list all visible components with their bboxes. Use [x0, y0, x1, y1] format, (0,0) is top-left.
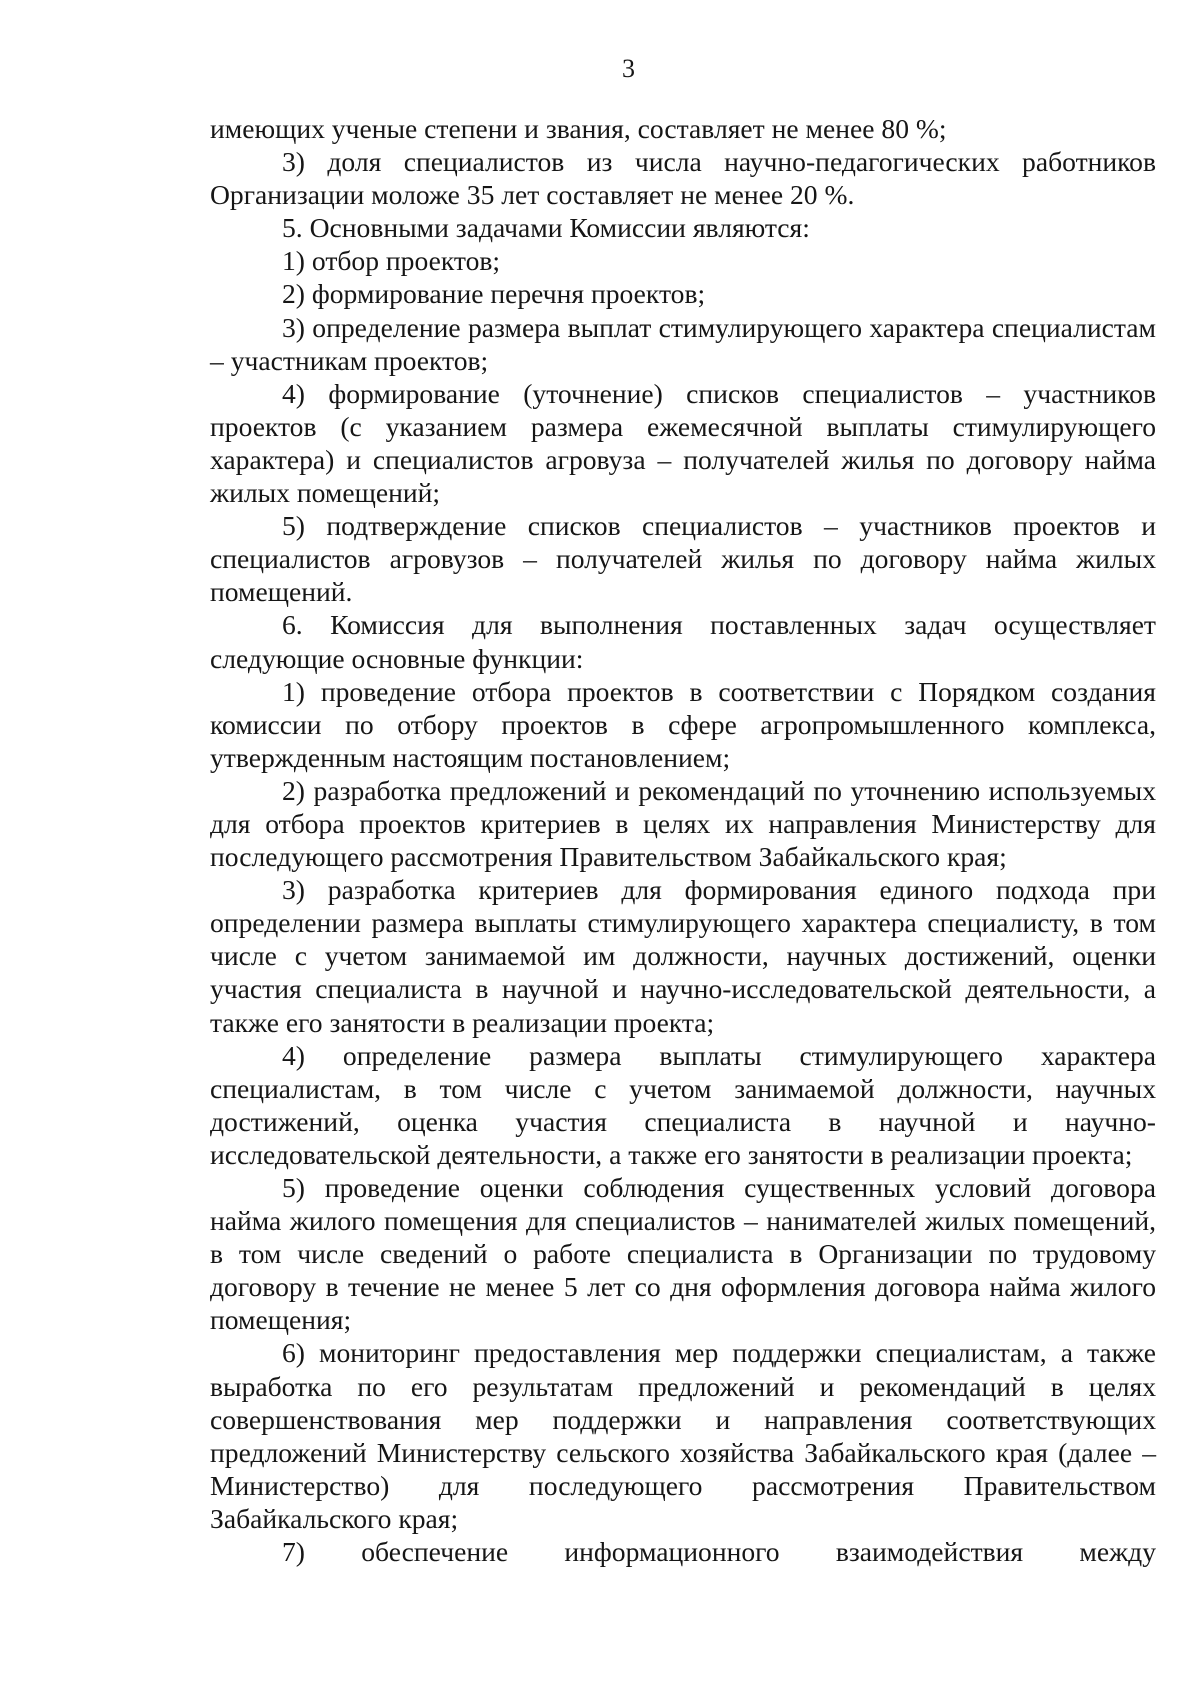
paragraph: 6. Комиссия для выполнения поставленных задач осуществляет следующие основные функции:: [210, 609, 1156, 674]
paragraph: 4) определение размера выплаты стимулирующего характера специалистам, в том числе с учетом занимаемой должности, научных достижений, оценка участия специалиста в научной и научно-исследовательской деятельности, а также его занятости в реализации проекта;: [210, 1039, 1156, 1170]
paragraph: 3) доля специалистов из числа научно-педагогических работников Организации моложе 35 лет составляет не менее 20 %.: [210, 146, 1156, 211]
paragraph: 3) определение размера выплат стимулирующего характера специалистам – участникам проектов;: [210, 311, 1156, 376]
document-body: [210, 112, 1156, 1568]
paragraph: 1) отбор проектов;: [282, 245, 501, 277]
paragraph: 1) проведение отбора проектов в соответствии с Порядком создания комиссии по отбору проектов в сфере агропромышленного комплекса, утвержденным настоящим постановлением;: [210, 675, 1156, 773]
paragraph: 6) мониторинг предоставления мер поддержки специалистам, а также выработка по его результатам предложений и рекомендаций в целях совершенствования мер поддержки и направления соответствующих предложений Министерству сельского хозяйства Забайкальского края (далее – Министерство) для последующего рассмотрения Правительством Забайкальского края;: [210, 1337, 1156, 1534]
paragraph: имеющих ученые степени и звания, составляет не менее 80 %;: [210, 113, 947, 144]
paragraph: 5) подтверждение списков специалистов – участников проектов и специалистов агровузов – получателей жилья по договору найма жилых помещений.: [210, 510, 1156, 608]
page-number: 3: [622, 54, 635, 83]
paragraph: 2) формирование перечня проектов;: [282, 278, 706, 310]
paragraph: 4) формирование (уточнение) списков специалистов – участников проектов (с указанием размера ежемесячной выплаты стимулирующего характера) и специалистов агровуза – получателей жилья по договору найма жилых помещений;: [210, 377, 1156, 509]
paragraph: 5) проведение оценки соблюдения существенных условий договора найма жилого помещения для специалистов – нанимателей жилых помещений, в том числе сведений о работе специалиста в Организации по трудовому договору в течение не менее 5 лет со дня оформления договора найма жилого помещения;: [210, 1172, 1156, 1336]
paragraph: 3) разработка критериев для формирования единого подхода при определении размера выплаты стимулирующего характера специалисту, в том числе с учетом занимаемой им должности, научных достижений, оценки участия специалиста в научной и научно-исследовательской деятельности, а также его занятости в реализации проекта;: [210, 874, 1156, 1038]
paragraph: 7) обеспечение информационного взаимодействия между: [282, 1536, 1156, 1568]
paragraph: 2) разработка предложений и рекомендаций по уточнению используемых для отбора проектов критериев в целях их направления Министерству для последующего рассмотрения Правительством Забайкальского края;: [210, 774, 1156, 873]
paragraph: 5. Основными задачами Комиссии являются:: [282, 212, 810, 244]
